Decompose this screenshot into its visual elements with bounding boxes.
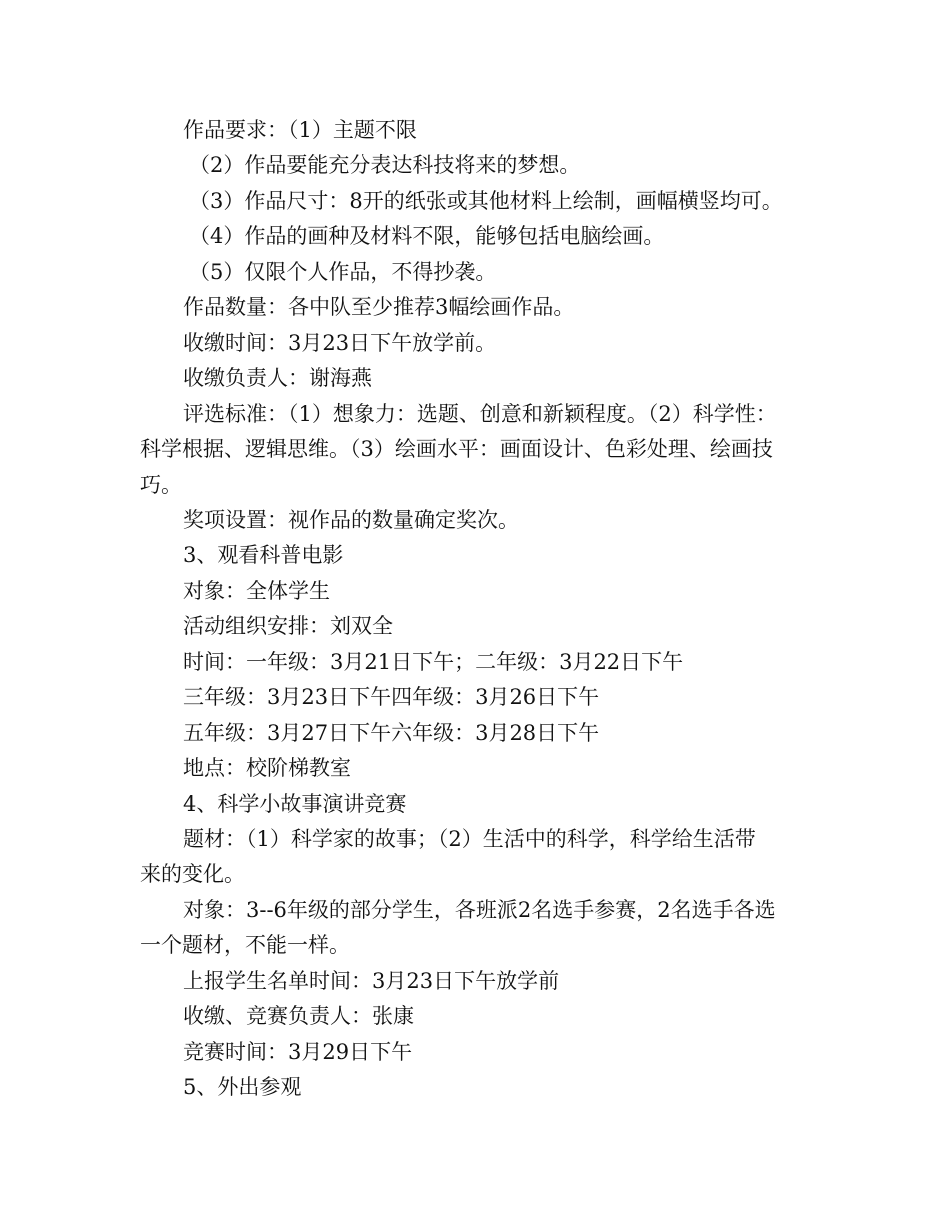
section-heading: 3、观看科普电影 — [183, 543, 344, 567]
text-line: 来的变化。 — [140, 862, 245, 886]
text-line: 评选标准：（1）想象力：选题、创意和新颖程度。（2）科学性： — [183, 402, 777, 426]
text-line: 收缴负责人：谢海燕 — [183, 366, 372, 390]
text-line: 科学根据、逻辑思维。（3）绘画水平：画面设计、色彩处理、绘画技 — [140, 437, 773, 461]
text-line: 五年级：3月27日下午六年级：3月28日下午 — [183, 721, 600, 745]
text-line: 收缴、竞赛负责人：张康 — [183, 1004, 414, 1028]
text-line: 上报学生名单时间：3月23日下午放学前 — [183, 969, 560, 993]
text-line: 竞赛时间：3月29日下午 — [183, 1040, 413, 1064]
text-line: 时间：一年级：3月21日下午；二年级：3月22日下午 — [183, 650, 684, 674]
text-line: 作品要求：（1）主题不限 — [183, 118, 417, 142]
section-heading: 4、科学小故事演讲竞赛 — [183, 792, 407, 816]
text-line: （2）作品要能充分表达科技将来的梦想。 — [189, 153, 581, 177]
text-line: 作品数量：各中队至少推荐3幅绘画作品。 — [183, 295, 575, 319]
text-line: 三年级：3月23日下午四年级：3月26日下午 — [183, 685, 600, 709]
text-line: 收缴时间：3月23日下午放学前。 — [183, 331, 497, 355]
text-line: 巧。 — [140, 473, 182, 497]
text-line: 地点：校阶梯教室 — [183, 756, 351, 780]
text-line: 奖项设置：视作品的数量确定奖次。 — [183, 508, 519, 532]
text-line: （4）作品的画种及材料不限，能够包括电脑绘画。 — [189, 224, 665, 248]
text-line: （5）仅限个人作品，不得抄袭。 — [189, 260, 497, 284]
section-heading: 5、外出参观 — [183, 1075, 302, 1099]
text-line: 题材：（1）科学家的故事；（2）生活中的科学，科学给生活带 — [183, 827, 756, 851]
text-line: 活动组织安排：刘双全 — [183, 614, 393, 638]
text-line: 对象：全体学生 — [183, 579, 330, 603]
text-line: 对象：3--6年级的部分学生，各班派2名选手参赛，2名选手各选 — [183, 898, 776, 922]
text-line: （3）作品尺寸：8开的纸张或其他材料上绘制，画幅横竖均可。 — [189, 189, 783, 213]
text-line: 一个题材，不能一样。 — [140, 933, 350, 957]
